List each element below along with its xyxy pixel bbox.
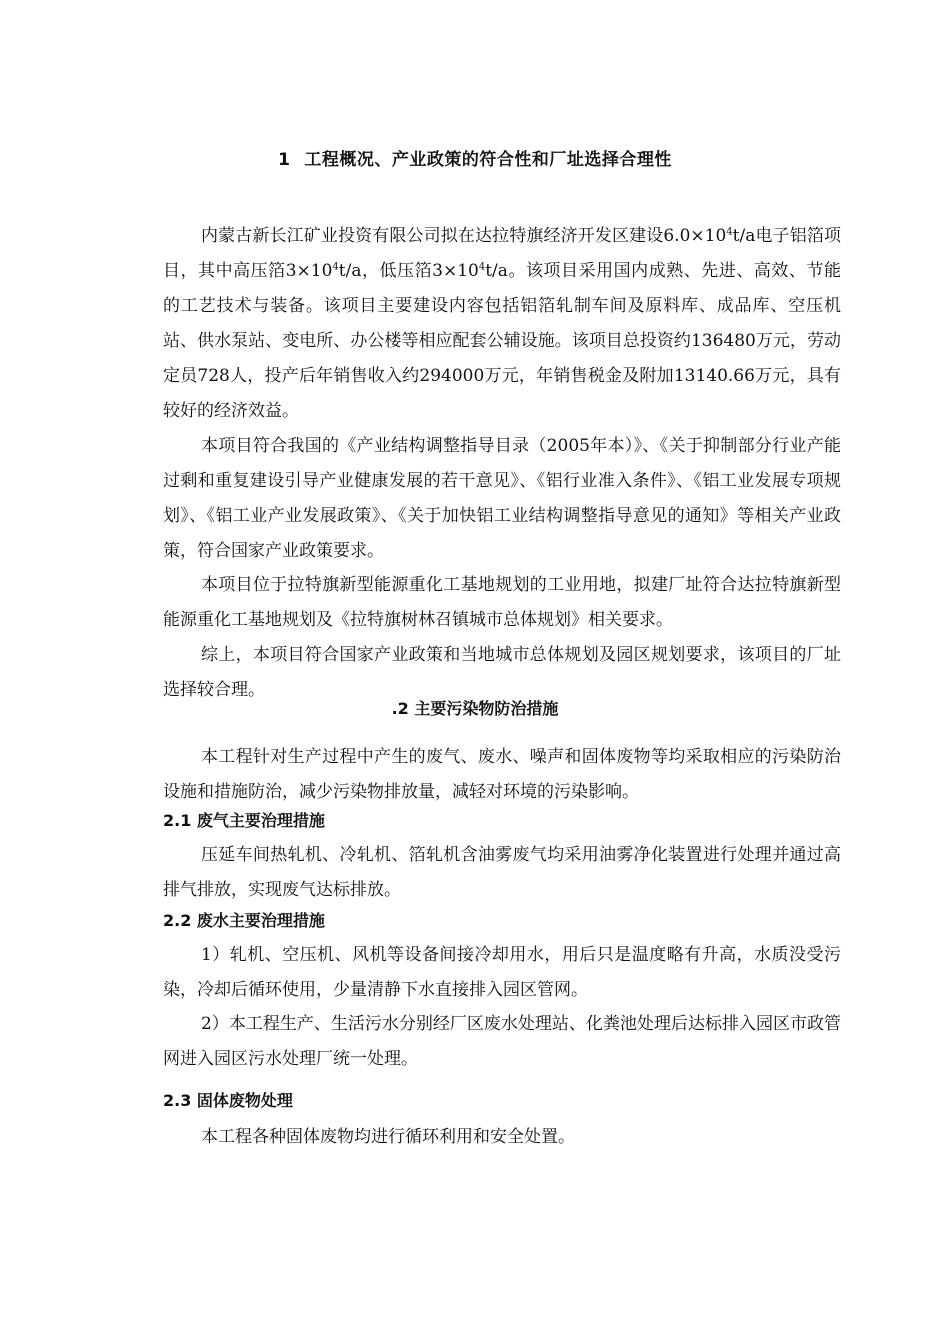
paragraph-waste-gas: 压延车间热轧机、冷轧机、箔轧机含油雾废气均采用油雾净化装置进行处理并通过高排气排放，实现废气达标排放。 bbox=[163, 845, 841, 900]
section-1-number: 1 bbox=[278, 150, 291, 170]
heading-2-3: 2.3 固体废物处理 bbox=[163, 1091, 293, 1110]
paragraph-conclusion: 综上，本项目符合国家产业政策和当地城市总体规划及园区规划要求，该项目的厂址选择较合理。 bbox=[163, 645, 841, 700]
paragraph-site-planning: 本项目位于拉特旗新型能源重化工基地规划的工业用地，拟建厂址符合达拉特旗新型能源重化工基地规划及《拉特旗树林召镇城市总体规划》相关要求。 bbox=[163, 575, 841, 630]
paragraph-wastewater-2: 2）本工程生产、生活污水分别经厂区废水处理站、化粪池处理后达标排入园区市政管网进入园区污水处理厂统一处理。 bbox=[163, 1014, 841, 1069]
paragraph-project-overview: 内蒙古新长江矿业投资有限公司拟在达拉特旗经济开发区建设$6.0\times 10^4t/a$电子铝箔项目，其中高压箔$3\times 10^4t/a$，低压箔$3\times 10^4t/a$。该项目采用国内成熟、先进、高效、节能的工艺技术与装备。该项目主要建设内容包括铝箔轧制车间及原料库、成品库、空压机站、供水泵站、变电所、办公楼等相应配套公辅设施。该项目总投资约136480万元，劳动定员728人，投产后年销售收入约294000万元，年销售税金及附加13140.66万元，具有较好的经济效益。 bbox=[163, 226, 841, 421]
heading-2-2: 2.2 废水主要治理措施 bbox=[163, 911, 325, 930]
paragraph-pollution-overview: 本工程针对生产过程中产生的废气、废水、噪声和固体废物等均采取相应的污染防治设施和措施防治，减少污染物排放量，减轻对环境的污染影响。 bbox=[163, 747, 841, 802]
paragraph-solid-waste: 本工程各种固体废物均进行循环利用和安全处置。 bbox=[201, 1127, 575, 1147]
section-1-heading bbox=[0, 145, 950, 170]
paragraph-wastewater-1: 1）轧机、空压机、风机等设备间接冷却用水，用后只是温度略有升高，水质没受污染，冷却后循环使用，少量清静下水直接排入园区管网。 bbox=[163, 945, 841, 1000]
section-2-heading: .2 主要污染物防治措施 bbox=[391, 699, 559, 718]
section-1-title: 工程概况、产业政策的符合性和厂址选择合理性 bbox=[304, 150, 672, 170]
heading-2-1: 2.1 废气主要治理措施 bbox=[163, 811, 325, 830]
paragraph-policy-compliance: 本项目符合我国的《产业结构调整指导目录（2005年本）》、《关于抑制部分行业产能过剩和重复建设引导产业健康发展的若干意见》、《铝行业准入条件》、《铝工业发展专项规划》、《铝工业产业发展政策》、《关于加快铝工业结构调整指导意见的通知》等相关产业政策，符合国家产业政策要求。 bbox=[163, 436, 841, 561]
